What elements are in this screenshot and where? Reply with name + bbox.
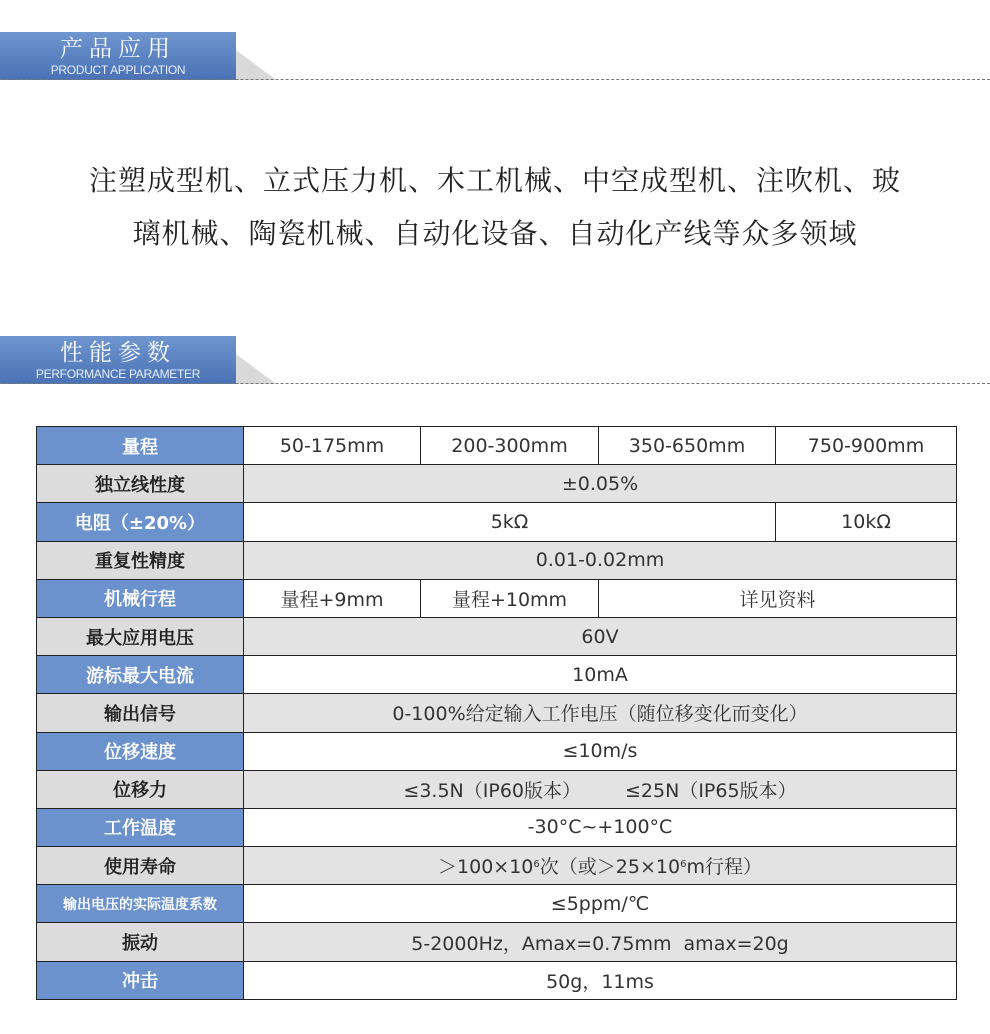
- table-row-vibration: [37, 923, 957, 961]
- row-label: 冲击: [37, 961, 244, 999]
- wiper-current-value: 10mA: [244, 656, 957, 694]
- row-label: 量程: [37, 427, 244, 465]
- section-subtitle: PRODUCT APPLICATION: [50, 63, 186, 77]
- section-title: 产品应用: [60, 36, 176, 62]
- table-row-linearity: [37, 465, 957, 503]
- range-value-3: 350-650mm: [599, 427, 776, 465]
- temp-coefficient-value: ≤5ppm/℃: [244, 885, 957, 923]
- row-label: 输出信号: [37, 694, 244, 732]
- row-label: 游标最大电流: [37, 656, 244, 694]
- row-label: 工作温度: [37, 808, 244, 846]
- row-label: 振动: [37, 923, 244, 961]
- table-row-temperature: [37, 808, 957, 846]
- application-line-2: 璃机械、陶瓷机械、自动化设备、自动化产线等众多领域: [132, 217, 858, 250]
- max-voltage-value: 60V: [244, 617, 957, 655]
- application-line-1: 注塑成型机、立式压力机、木工机械、中空成型机、注吹机、玻: [88, 164, 901, 197]
- linearity-value: ±0.05%: [244, 465, 957, 503]
- row-label: 重复性精度: [37, 541, 244, 579]
- row-label: 输出电压的实际温度系数: [37, 885, 244, 923]
- stroke-value-b: 量程+10mm: [421, 579, 599, 617]
- row-label: 独立线性度: [37, 465, 244, 503]
- section-divider: [0, 79, 990, 80]
- application-section-header: [0, 32, 990, 84]
- table-row-repeatability: [37, 541, 957, 579]
- application-description: [40, 154, 950, 260]
- output-value: 0-100%给定输入工作电压（随位移变化而变化）: [244, 694, 957, 732]
- repeatability-value: 0.01-0.02mm: [244, 541, 957, 579]
- force-value-b: ≤25N（IP65版本）: [625, 779, 797, 802]
- parameter-section-header: [0, 336, 990, 388]
- row-label: 位移力: [37, 770, 244, 808]
- force-value: [244, 770, 957, 808]
- range-value-2: 200-300mm: [421, 427, 599, 465]
- temperature-value: -30°C~+100°C: [244, 808, 957, 846]
- stroke-value-a: 量程+9mm: [244, 579, 421, 617]
- table-row-range: [37, 427, 957, 465]
- table-row-speed: [37, 732, 957, 770]
- table-row-stroke: [37, 579, 957, 617]
- table-row-shock: [37, 961, 957, 999]
- resistance-value-a: 5kΩ: [244, 503, 776, 541]
- table-row-output: [37, 694, 957, 732]
- table-row-max-voltage: [37, 617, 957, 655]
- table-row-resistance: [37, 503, 957, 541]
- row-label: 电阻（±20%）: [37, 503, 244, 541]
- row-label: 机械行程: [37, 579, 244, 617]
- table-row-life: [37, 847, 957, 885]
- resistance-value-b: 10kΩ: [776, 503, 957, 541]
- row-label: 最大应用电压: [37, 617, 244, 655]
- stroke-value-c: 详见资料: [599, 579, 957, 617]
- table-row-wiper-current: [37, 656, 957, 694]
- speed-value: ≤10m/s: [244, 732, 957, 770]
- section-subtitle: PERFORMANCE PARAMETER: [35, 367, 201, 381]
- vibration-value: 5-2000Hz，Amax=0.75mm amax=20g: [244, 923, 957, 961]
- row-label: 位移速度: [37, 732, 244, 770]
- section-divider: [0, 383, 990, 384]
- range-value-4: 750-900mm: [776, 427, 957, 465]
- shock-value: 50g，11ms: [244, 961, 957, 999]
- table-row-force: [37, 770, 957, 808]
- section-title: 性能参数: [60, 340, 176, 366]
- force-value-a: ≤3.5N（IP60版本）: [403, 779, 582, 802]
- row-label: 使用寿命: [37, 847, 244, 885]
- section-tab-shadow: [236, 50, 276, 80]
- parameter-table: [36, 426, 957, 1000]
- table-row-temp-coefficient: [37, 885, 957, 923]
- range-value-1: 50-175mm: [244, 427, 421, 465]
- section-tab-shadow: [236, 354, 276, 384]
- life-value: $>100\times 10^6$次（或$>25\times 10^6m$行程）: [244, 847, 957, 885]
